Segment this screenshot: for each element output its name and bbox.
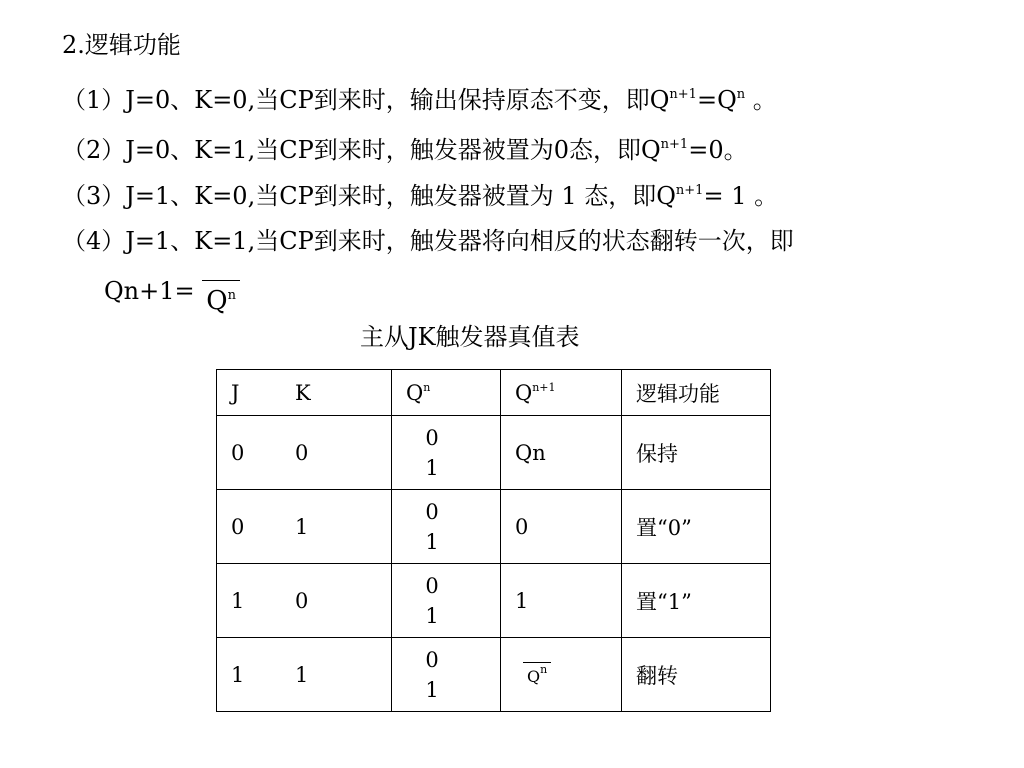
cell-qn-b: 1 <box>425 529 439 554</box>
cell-next <box>501 638 622 712</box>
header-function: 逻辑功能 <box>622 370 771 416</box>
cell-qn-a: 0 <box>425 499 439 524</box>
cell-qn-b: 1 <box>425 677 439 702</box>
cell-qn-a: 0 <box>425 573 439 598</box>
table-row <box>217 564 771 638</box>
cell-jk <box>217 638 392 712</box>
rule-1-sup2: n <box>736 87 746 102</box>
cell-j: 0 <box>231 440 245 465</box>
rule-2-text: （2）J=0、K=1,当CP到来时，触发器被置为0态，即Q <box>62 136 661 164</box>
rule-1-mid: =Q <box>696 86 737 114</box>
rule-1-sup: n+1 <box>669 87 697 102</box>
cell-k: 0 <box>295 588 309 613</box>
rule-2-end: =0。 <box>688 136 748 164</box>
cell-qn <box>392 638 501 712</box>
rule-1-end: 。 <box>745 86 777 114</box>
rule-item-1 <box>62 80 777 115</box>
cell-function: 置“1” <box>622 564 771 638</box>
cell-function: 置“0” <box>622 490 771 564</box>
q-n-bar-cell <box>523 662 551 686</box>
cell-function: 保持 <box>622 416 771 490</box>
cell-qn-b: 1 <box>425 455 439 480</box>
header-j: J <box>231 380 240 405</box>
q-letter: Q <box>206 286 228 316</box>
cell-k: 0 <box>295 440 309 465</box>
header-qn1-q: Q <box>515 380 533 405</box>
cell-q-sup: n <box>540 663 548 676</box>
table-row <box>217 416 771 490</box>
header-k: K <box>295 380 311 405</box>
rule-item-3 <box>62 176 778 211</box>
cell-qn-a: 0 <box>425 647 439 672</box>
header-qn1 <box>501 370 622 416</box>
cell-qn-a: 0 <box>425 425 439 450</box>
cell-qn <box>392 564 501 638</box>
cell-j: 1 <box>231 588 245 613</box>
rule-1-text: （1）J=0、K=0,当CP到来时，输出保持原态不变，即Q <box>62 86 670 114</box>
header-qn-sup: n <box>423 380 431 394</box>
table-row <box>217 490 771 564</box>
table-row <box>217 638 771 712</box>
rule-item-4: （4）J=1、K=1,当CP到来时，触发器将向相反的状态翻转一次，即 <box>62 227 794 255</box>
cell-jk <box>217 490 392 564</box>
cell-qn-b: 1 <box>425 603 439 628</box>
cell-function: 翻转 <box>622 638 771 712</box>
rule-4-lead: Qn+1= <box>104 277 203 305</box>
header-qn-q: Q <box>406 380 424 405</box>
q-sup: n <box>227 288 236 303</box>
header-qn1-sup: n+1 <box>532 380 556 394</box>
cell-qn <box>392 416 501 490</box>
header-jk <box>217 370 392 416</box>
cell-q-letter: Q <box>527 667 541 686</box>
cell-jk <box>217 416 392 490</box>
cell-qn <box>392 490 501 564</box>
q-n-bar <box>202 280 240 316</box>
cell-jk <box>217 564 392 638</box>
header-qn <box>392 370 501 416</box>
table-title: 主从JK触发器真值表 <box>360 323 580 351</box>
section-heading: 2.逻辑功能 <box>62 31 181 59</box>
cell-next: 0 <box>501 490 622 564</box>
cell-k: 1 <box>295 662 309 687</box>
rule-2-sup: n+1 <box>660 137 689 152</box>
table-header-row <box>217 370 771 416</box>
rule-3-text: （3）J=1、K=0,当CP到来时，触发器被置为 1 态，即Q <box>62 182 676 210</box>
cell-next: 1 <box>501 564 622 638</box>
cell-next: Qn <box>501 416 622 490</box>
cell-j: 0 <box>231 514 245 539</box>
rule-3-end: = 1 。 <box>703 182 779 210</box>
rule-3-sup: n+1 <box>675 183 704 198</box>
cell-k: 1 <box>295 514 309 539</box>
truth-table <box>216 369 771 712</box>
rule-item-2 <box>62 130 748 165</box>
cell-j: 1 <box>231 662 245 687</box>
rule-item-4-cont <box>104 270 240 316</box>
